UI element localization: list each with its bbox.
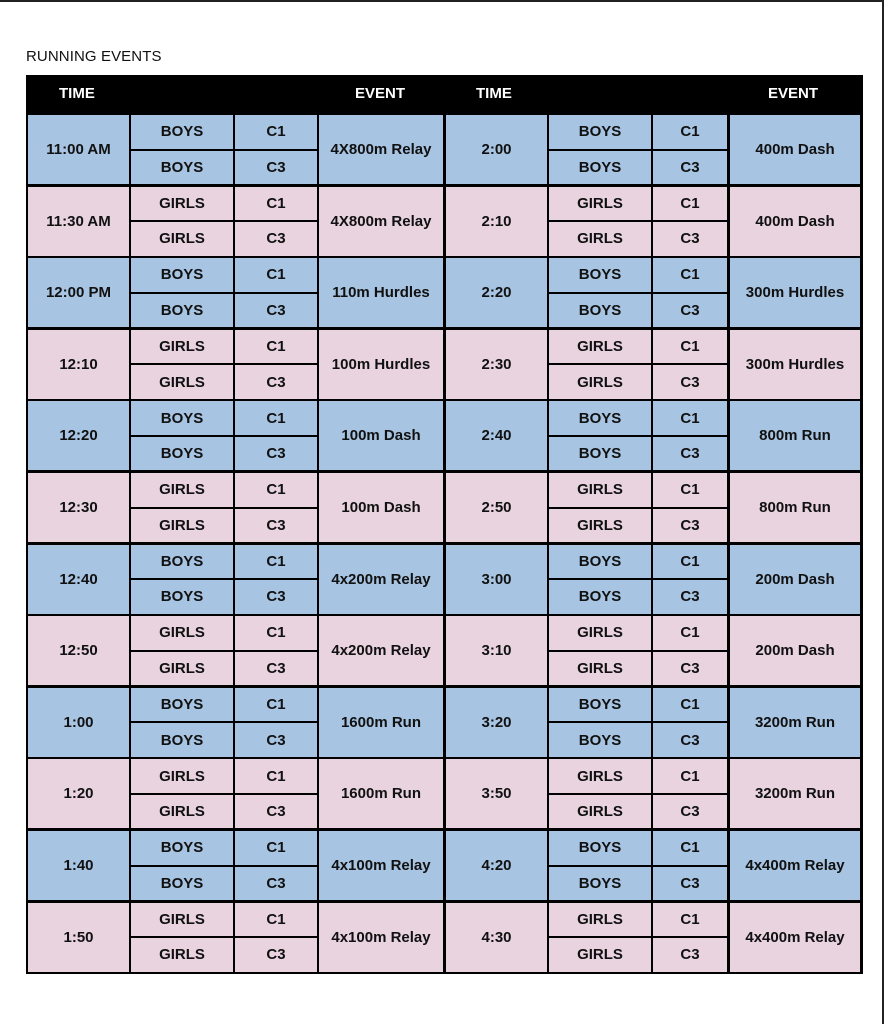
class-cell: C3	[235, 867, 317, 901]
event-cell: 300m Hurdles	[730, 258, 860, 327]
time-cell: 12:50	[28, 616, 129, 685]
event-cell: 4x400m Relay	[730, 903, 860, 972]
class-cell: C3	[235, 652, 317, 686]
class-cell: C3	[653, 437, 727, 471]
group-cell: BOYS	[549, 437, 651, 471]
class-cell: C3	[235, 723, 317, 757]
group-cell: BOYS	[131, 831, 233, 865]
class-cell: C3	[653, 151, 727, 185]
group-cell: GIRLS	[131, 330, 233, 364]
group-cell: BOYS	[131, 258, 233, 292]
event-cell: 200m Dash	[730, 545, 860, 614]
group-cell: GIRLS	[549, 473, 651, 507]
class-cell: C1	[653, 401, 727, 435]
event-cell: 100m Dash	[319, 473, 443, 542]
group-cell: BOYS	[549, 294, 651, 328]
class-cell: C3	[653, 652, 727, 686]
group-cell: GIRLS	[549, 903, 651, 937]
group-cell: BOYS	[131, 151, 233, 185]
group-cell: GIRLS	[549, 187, 651, 221]
group-cell: BOYS	[549, 115, 651, 149]
event-cell: 4x400m Relay	[730, 831, 860, 900]
header-time-left: TIME	[59, 85, 95, 102]
group-cell: GIRLS	[131, 473, 233, 507]
class-cell: C3	[653, 222, 727, 256]
group-cell: GIRLS	[131, 795, 233, 829]
class-cell: C1	[235, 616, 317, 650]
group-cell: BOYS	[131, 688, 233, 722]
class-cell: C1	[235, 330, 317, 364]
section-title: RUNNING EVENTS	[26, 48, 162, 65]
time-cell: 12:00 PM	[28, 258, 129, 327]
class-cell: C3	[653, 938, 727, 972]
time-cell: 12:40	[28, 545, 129, 614]
time-cell: 2:20	[446, 258, 547, 327]
group-cell: GIRLS	[131, 759, 233, 793]
group-cell: BOYS	[131, 115, 233, 149]
event-cell: 4X800m Relay	[319, 187, 443, 256]
group-cell: GIRLS	[131, 652, 233, 686]
event-cell: 3200m Run	[730, 688, 860, 757]
group-cell: BOYS	[549, 831, 651, 865]
group-cell: BOYS	[131, 401, 233, 435]
class-cell: C3	[235, 509, 317, 543]
class-cell: C1	[653, 258, 727, 292]
event-cell: 800m Run	[730, 401, 860, 470]
class-cell: C1	[653, 473, 727, 507]
class-cell: C1	[235, 759, 317, 793]
time-cell: 4:30	[446, 903, 547, 972]
group-cell: BOYS	[131, 580, 233, 614]
class-cell: C1	[235, 258, 317, 292]
event-cell: 400m Dash	[730, 115, 860, 184]
event-cell: 1600m Run	[319, 688, 443, 757]
class-cell: C1	[653, 187, 727, 221]
group-cell: GIRLS	[131, 187, 233, 221]
class-cell: C3	[653, 580, 727, 614]
time-cell: 2:40	[446, 401, 547, 470]
class-cell: C3	[235, 222, 317, 256]
time-cell: 3:10	[446, 616, 547, 685]
event-cell: 300m Hurdles	[730, 330, 860, 399]
time-cell: 1:40	[28, 831, 129, 900]
schedule-table	[26, 113, 863, 974]
group-cell: BOYS	[549, 401, 651, 435]
class-cell: C1	[235, 545, 317, 579]
group-cell: GIRLS	[549, 652, 651, 686]
class-cell: C3	[653, 294, 727, 328]
group-cell: BOYS	[549, 580, 651, 614]
class-cell: C3	[235, 294, 317, 328]
class-cell: C1	[653, 759, 727, 793]
group-cell: BOYS	[131, 867, 233, 901]
event-cell: 4x100m Relay	[319, 831, 443, 900]
class-cell: C3	[653, 867, 727, 901]
group-cell: BOYS	[549, 688, 651, 722]
class-cell: C3	[653, 723, 727, 757]
group-cell: GIRLS	[549, 365, 651, 399]
group-cell: GIRLS	[549, 222, 651, 256]
page-border-right	[882, 0, 884, 1024]
group-cell: BOYS	[131, 545, 233, 579]
class-cell: C1	[235, 115, 317, 149]
header-time-right: TIME	[476, 85, 512, 102]
time-cell: 2:50	[446, 473, 547, 542]
class-cell: C1	[653, 831, 727, 865]
event-cell: 800m Run	[730, 473, 860, 542]
event-cell: 110m Hurdles	[319, 258, 443, 327]
group-cell: BOYS	[549, 151, 651, 185]
class-cell: C3	[235, 938, 317, 972]
class-cell: C3	[653, 365, 727, 399]
time-cell: 11:00 AM	[28, 115, 129, 184]
time-cell: 1:50	[28, 903, 129, 972]
event-cell: 3200m Run	[730, 759, 860, 828]
class-cell: C1	[653, 545, 727, 579]
group-cell: BOYS	[131, 437, 233, 471]
class-cell: C3	[235, 795, 317, 829]
event-cell: 4x100m Relay	[319, 903, 443, 972]
class-cell: C3	[235, 580, 317, 614]
group-cell: GIRLS	[131, 509, 233, 543]
class-cell: C3	[235, 437, 317, 471]
event-cell: 100m Hurdles	[319, 330, 443, 399]
group-cell: BOYS	[131, 294, 233, 328]
group-cell: GIRLS	[131, 938, 233, 972]
class-cell: C3	[653, 509, 727, 543]
header-event-left: EVENT	[355, 85, 406, 102]
group-cell: GIRLS	[549, 938, 651, 972]
event-cell: 100m Dash	[319, 401, 443, 470]
class-cell: C3	[653, 795, 727, 829]
time-cell: 2:30	[446, 330, 547, 399]
time-cell: 2:00	[446, 115, 547, 184]
class-cell: C1	[235, 903, 317, 937]
table-header	[26, 75, 863, 113]
class-cell: C1	[653, 330, 727, 364]
group-cell: BOYS	[549, 867, 651, 901]
class-cell: C1	[235, 473, 317, 507]
class-cell: C1	[235, 401, 317, 435]
time-cell: 12:10	[28, 330, 129, 399]
page-border-top	[0, 0, 884, 2]
header-event-right: EVENT	[768, 85, 819, 102]
event-cell: 4x200m Relay	[319, 545, 443, 614]
class-cell: C1	[653, 115, 727, 149]
time-cell: 4:20	[446, 831, 547, 900]
time-cell: 3:00	[446, 545, 547, 614]
group-cell: GIRLS	[131, 903, 233, 937]
group-cell: GIRLS	[131, 616, 233, 650]
class-cell: C1	[235, 688, 317, 722]
event-cell: 4x200m Relay	[319, 616, 443, 685]
class-cell: C1	[653, 903, 727, 937]
group-cell: GIRLS	[549, 795, 651, 829]
group-cell: GIRLS	[549, 616, 651, 650]
time-cell: 1:00	[28, 688, 129, 757]
class-cell: C1	[235, 831, 317, 865]
time-cell: 12:30	[28, 473, 129, 542]
class-cell: C1	[235, 187, 317, 221]
group-cell: GIRLS	[549, 509, 651, 543]
group-cell: BOYS	[549, 258, 651, 292]
group-cell: BOYS	[549, 545, 651, 579]
time-cell: 3:50	[446, 759, 547, 828]
group-cell: GIRLS	[131, 222, 233, 256]
time-cell: 3:20	[446, 688, 547, 757]
time-cell: 2:10	[446, 187, 547, 256]
time-cell: 1:20	[28, 759, 129, 828]
event-cell: 4X800m Relay	[319, 115, 443, 184]
event-cell: 400m Dash	[730, 187, 860, 256]
time-cell: 12:20	[28, 401, 129, 470]
group-cell: BOYS	[131, 723, 233, 757]
group-cell: GIRLS	[549, 330, 651, 364]
event-cell: 1600m Run	[319, 759, 443, 828]
event-cell: 200m Dash	[730, 616, 860, 685]
class-cell: C3	[235, 151, 317, 185]
class-cell: C1	[653, 616, 727, 650]
group-cell: GIRLS	[131, 365, 233, 399]
class-cell: C1	[653, 688, 727, 722]
group-cell: BOYS	[549, 723, 651, 757]
group-cell: GIRLS	[549, 759, 651, 793]
class-cell: C3	[235, 365, 317, 399]
time-cell: 11:30 AM	[28, 187, 129, 256]
